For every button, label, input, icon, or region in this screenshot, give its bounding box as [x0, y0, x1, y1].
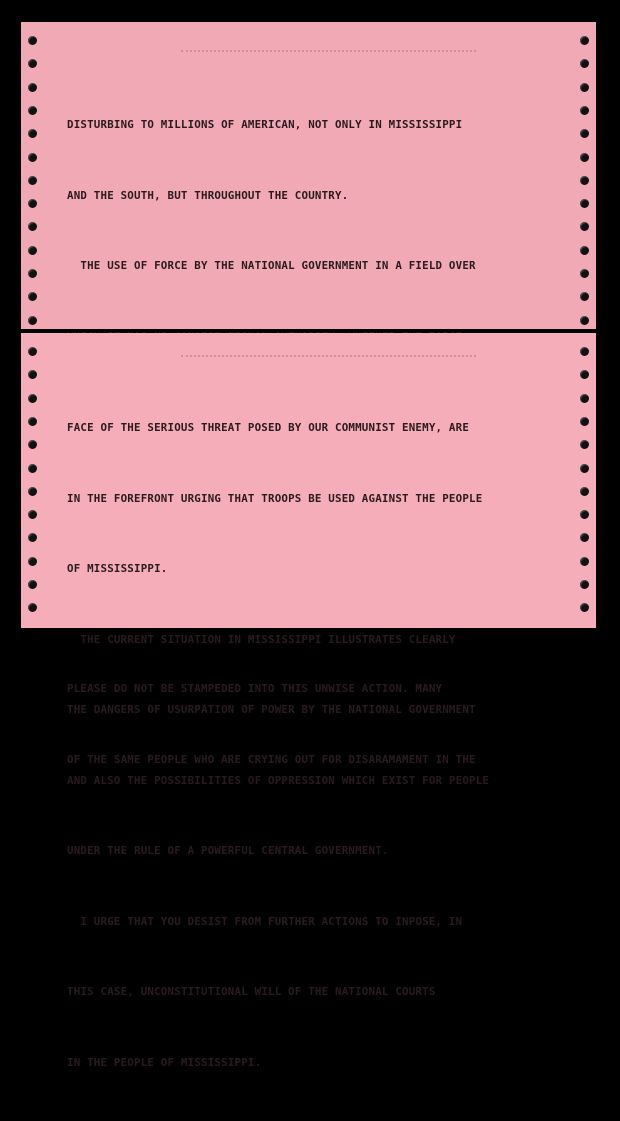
sprocket-hole — [580, 510, 589, 519]
sprocket-hole — [580, 59, 589, 68]
sprocket-hole — [28, 269, 37, 278]
sprocket-hole — [580, 199, 589, 208]
sprocket-hole — [580, 176, 589, 185]
sprocket-hole — [28, 440, 37, 449]
left-sprocket-holes — [21, 22, 41, 329]
sprocket-hole — [580, 603, 589, 612]
sprocket-hole — [580, 246, 589, 255]
sprocket-hole — [580, 222, 589, 231]
sprocket-hole — [580, 417, 589, 426]
sprocket-hole — [28, 417, 37, 426]
sprocket-hole — [28, 199, 37, 208]
text-line: THE DANGERS OF USURPATION OF POWER BY THE NATIONAL GOVERNMENT — [67, 703, 476, 716]
sprocket-hole — [28, 316, 37, 325]
text-line: I URGE THAT YOU DESIST FROM FURTHER ACTIONS TO INPOSE, IN — [67, 914, 463, 928]
sprocket-hole — [28, 153, 37, 162]
sprocket-hole — [28, 347, 37, 356]
sprocket-hole — [580, 83, 589, 92]
sprocket-hole — [28, 370, 37, 379]
sprocket-hole — [28, 59, 37, 68]
sprocket-hole — [580, 533, 589, 542]
sprocket-hole — [580, 316, 589, 325]
sprocket-hole — [28, 176, 37, 185]
sprocket-hole — [28, 580, 37, 589]
sprocket-hole — [28, 510, 37, 519]
sprocket-hole — [580, 370, 589, 379]
text-line: PLEASE DO NOT BE STAMPEDED INTO THIS UNWISE ACTION. MANY — [67, 682, 443, 695]
text-line: AND ALSO THE POSSIBILITIES OF OPPRESSION WHICH EXIST FOR PEOPLE — [67, 773, 490, 787]
text-line: DISTURBING TO MILLIONS OF AMERICAN, NOT ONLY IN MISSISSIPPI — [67, 118, 463, 131]
sprocket-hole — [580, 464, 589, 473]
sprocket-hole — [28, 129, 37, 138]
sprocket-hole — [28, 36, 37, 45]
sprocket-hole — [28, 246, 37, 255]
sprocket-hole — [580, 153, 589, 162]
sprocket-hole — [580, 580, 589, 589]
text-line: OF MISSISSIPPI. — [67, 562, 168, 575]
telegram-text-bottom — [67, 369, 556, 1121]
sprocket-hole — [28, 487, 37, 496]
sprocket-hole — [28, 106, 37, 115]
sprocket-hole — [580, 487, 589, 496]
sprocket-hole — [28, 394, 37, 403]
sprocket-hole — [580, 292, 589, 301]
sprocket-hole — [28, 292, 37, 301]
text-line: THE USE OF FORCE BY THE NATIONAL GOVERNMENT IN A FIELD OVER — [67, 259, 476, 272]
text-line: UNDER THE RULE OF A POWERFUL CENTRAL GOVERNMENT. — [67, 844, 389, 857]
text-line: AND THE SOUTH, BUT THROUGHOUT THE COUNTRY. — [67, 188, 349, 202]
dotted-perforation — [181, 50, 476, 54]
dotted-perforation — [181, 355, 476, 359]
right-sprocket-holes — [576, 333, 596, 628]
sprocket-hole — [28, 557, 37, 566]
sprocket-hole — [28, 464, 37, 473]
sprocket-hole — [580, 36, 589, 45]
sprocket-hole — [580, 106, 589, 115]
right-sprocket-holes — [576, 22, 596, 329]
sprocket-hole — [580, 347, 589, 356]
sprocket-hole — [580, 394, 589, 403]
text-line: THIS CASE, UNCONSTITUTIONAL WILL OF THE NATIONAL COURTS — [67, 985, 436, 998]
sprocket-hole — [580, 557, 589, 566]
left-sprocket-holes — [21, 333, 41, 628]
text-line: THE CURRENT SITUATION IN MISSISSIPPI ILLUSTRATES CLEARLY — [67, 632, 456, 646]
sprocket-hole — [28, 533, 37, 542]
sprocket-hole — [580, 129, 589, 138]
sprocket-hole — [28, 83, 37, 92]
sprocket-hole — [28, 222, 37, 231]
text-line: OF THE SAME PEOPLE WHO ARE CRYING OUT FOR DISARAMAMENT IN THE — [67, 752, 476, 766]
text-line: IN THE FOREFRONT URGING THAT TROOPS BE USED AGAINST THE PEOPLE — [67, 491, 483, 505]
text-line: FACE OF THE SERIOUS THREAT POSED BY OUR COMMUNIST ENEMY, ARE — [67, 421, 470, 434]
sprocket-hole — [580, 269, 589, 278]
sprocket-hole — [28, 603, 37, 612]
sprocket-hole — [580, 440, 589, 449]
text-line: IN THE PEOPLE OF MISSISSIPPI. — [67, 1055, 262, 1069]
